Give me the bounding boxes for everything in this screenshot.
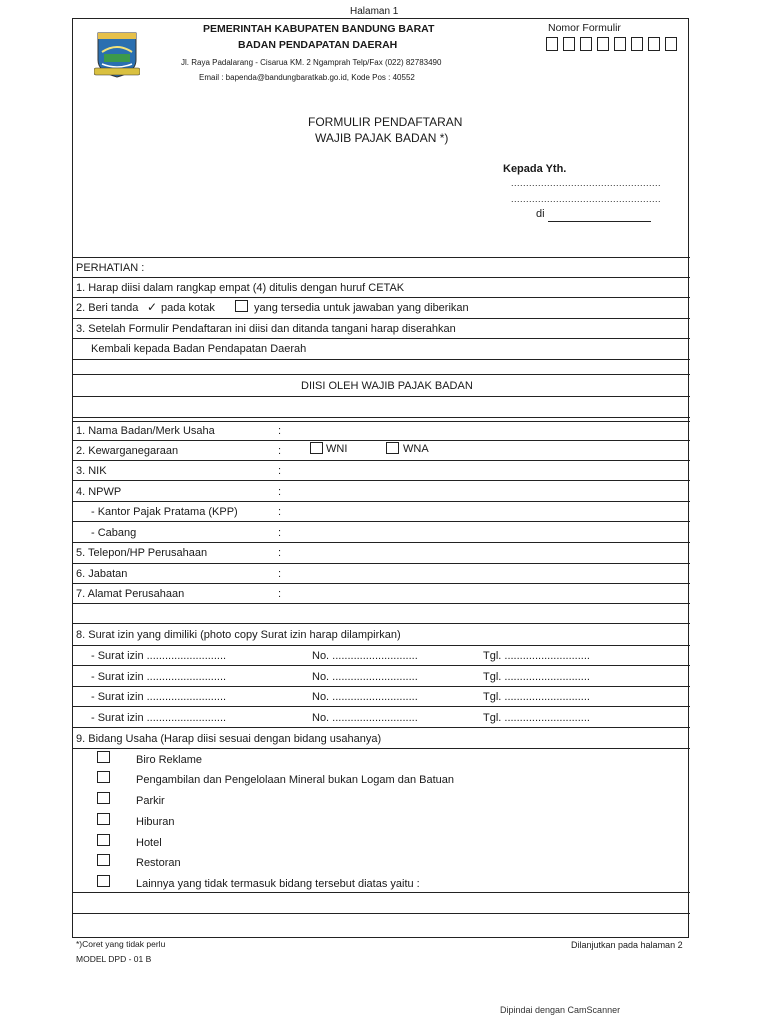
wni-label: WNI — [326, 443, 348, 455]
perhatian-item-1: 1. Harap diisi dalam rangkap empat (4) ditulis dengan huruf CETAK — [76, 282, 405, 294]
surat-izin-tgl[interactable]: Tgl. ............................ — [483, 691, 590, 703]
addressee-line1[interactable]: .................................................. — [511, 178, 662, 188]
addressee-kepada: Kepada Yth. — [503, 163, 567, 175]
surat-izin-name[interactable]: - Surat izin .......................... — [91, 671, 227, 683]
bidang-usaha-title: 9. Bidang Usaha (Harap diisi sesuai dengan bidang usahanya) — [76, 733, 382, 745]
page-label: Halaman 1 — [350, 6, 399, 17]
field-colon: : — [278, 445, 282, 457]
field-label-alamat: 7. Alamat Perusahaan — [76, 588, 185, 600]
footer-continued: Dilanjutkan pada halaman 2 — [571, 940, 683, 950]
bidang-checkbox-hiburan[interactable] — [97, 813, 110, 825]
field-colon: : — [278, 486, 282, 498]
perhatian-item-2-b: pada kotak — [161, 302, 215, 314]
field-label-telepon: 5. Telepon/HP Perusahaan — [76, 547, 208, 559]
field-label-kewarganegaraan: 2. Kewarganegaraan — [76, 445, 179, 457]
field-colon: : — [278, 527, 282, 539]
header-email: Email : bapenda@bandungbaratkab.go.id, Kode Pos : 40552 — [199, 73, 415, 82]
field-colon: : — [278, 506, 282, 518]
footer-model: MODEL DPD - 01 B — [76, 954, 152, 964]
perhatian-item-3: 3. Setelah Formulir Pendaftaran ini diisi dan ditanda tangani harap diserahkan — [76, 323, 456, 335]
bidang-option-label: Hotel — [136, 837, 162, 849]
field-input-nama-badan[interactable] — [290, 422, 688, 440]
bidang-checkbox-hotel[interactable] — [97, 834, 110, 846]
perhatian-title: PERHATIAN : — [76, 262, 145, 274]
bidang-option-label: Parkir — [136, 795, 165, 807]
field-colon: : — [278, 568, 282, 580]
nomor-formulir-label: Nomor Formulir — [548, 22, 621, 34]
field-input-nik[interactable] — [290, 461, 688, 479]
surat-izin-no[interactable]: No. ............................ — [312, 671, 418, 683]
bidang-checkbox-parkir[interactable] — [97, 792, 110, 804]
surat-izin-tgl[interactable]: Tgl. ............................ — [483, 712, 590, 724]
bidang-option-label: Restoran — [136, 857, 181, 869]
field-label-nik: 3. NIK — [76, 465, 107, 477]
addressee-line2[interactable]: .................................................. — [511, 194, 662, 204]
wni-checkbox[interactable] — [310, 442, 323, 454]
field-colon: : — [278, 465, 282, 477]
perhatian-item-3-cont: Kembali kepada Badan Pendapatan Daerah — [91, 343, 307, 355]
bidang-checkbox-biro-reklame[interactable] — [97, 751, 110, 763]
surat-izin-title: 8. Surat izin yang dimiliki (photo copy Surat izin harap dilampirkan) — [76, 629, 401, 641]
section-title: DIISI OLEH WAJIB PAJAK BADAN — [301, 380, 473, 392]
bidang-checkbox-mineral[interactable] — [97, 771, 110, 783]
header-address: Jl. Raya Padalarang - Cisarua KM. 2 Ngamprah Telp/Fax (022) 82783490 — [181, 58, 442, 67]
bidang-option-label: Biro Reklame — [136, 754, 203, 766]
surat-izin-no[interactable]: No. ............................ — [312, 691, 418, 703]
field-input-telepon[interactable] — [290, 544, 688, 562]
scanner-watermark: Dipindai dengan CamScanner — [500, 1005, 621, 1015]
field-input-npwp[interactable] — [290, 482, 688, 500]
field-colon: : — [278, 547, 282, 559]
field-label-cabang: - Cabang — [91, 527, 137, 539]
bidang-option-label: Lainnya yang tidak termasuk bidang tersebut diatas yaitu : — [136, 878, 420, 890]
surat-izin-name[interactable]: - Surat izin .......................... — [91, 650, 227, 662]
bidang-option-label: Pengambilan dan Pengelolaan Mineral bukan Logam dan Batuan — [136, 774, 455, 786]
form-title-line2: WAJIB PAJAK BADAN *) — [315, 131, 449, 145]
bidang-option-label: Hiburan — [136, 816, 175, 828]
field-input-cabang[interactable] — [290, 523, 688, 541]
field-label-nama-badan: 1. Nama Badan/Merk Usaha — [76, 425, 215, 437]
wna-checkbox[interactable] — [386, 442, 399, 454]
addressee-di-line[interactable] — [548, 221, 651, 222]
example-checkbox-icon — [235, 300, 248, 312]
surat-izin-name[interactable]: - Surat izin .......................... — [91, 691, 227, 703]
field-label-npwp: 4. NPWP — [76, 486, 122, 498]
bidang-checkbox-lainnya[interactable] — [97, 875, 110, 887]
perhatian-item-2-a: 2. Beri tanda — [76, 302, 139, 314]
wna-label: WNA — [403, 443, 429, 455]
field-label-kpp: - Kantor Pajak Pratama (KPP) — [91, 506, 238, 518]
checkmark-icon: ✓ — [147, 300, 158, 314]
surat-izin-tgl[interactable]: Tgl. ............................ — [483, 671, 590, 683]
surat-izin-no[interactable]: No. ............................ — [312, 650, 418, 662]
field-colon: : — [278, 588, 282, 600]
addressee-di: di — [536, 208, 545, 220]
field-input-kpp[interactable] — [290, 502, 688, 520]
field-label-jabatan: 6. Jabatan — [76, 568, 128, 580]
perhatian-item-2-c: yang tersedia untuk jawaban yang diberikan — [254, 302, 469, 314]
header-institution: PEMERINTAH KABUPATEN BANDUNG BARAT — [203, 23, 435, 35]
footer-note: *)Coret yang tidak perlu — [76, 939, 166, 949]
form-title-line1: FORMULIR PENDAFTARAN — [308, 115, 463, 129]
bandung-barat-logo — [94, 30, 140, 80]
field-input-alamat[interactable] — [290, 584, 688, 602]
header-agency: BADAN PENDAPATAN DAERAH — [238, 39, 398, 51]
field-colon: : — [278, 425, 282, 437]
bidang-checkbox-restoran[interactable] — [97, 854, 110, 866]
field-input-jabatan[interactable] — [290, 564, 688, 582]
surat-izin-tgl[interactable]: Tgl. ............................ — [483, 650, 590, 662]
surat-izin-name[interactable]: - Surat izin .......................... — [91, 712, 227, 724]
surat-izin-no[interactable]: No. ............................ — [312, 712, 418, 724]
